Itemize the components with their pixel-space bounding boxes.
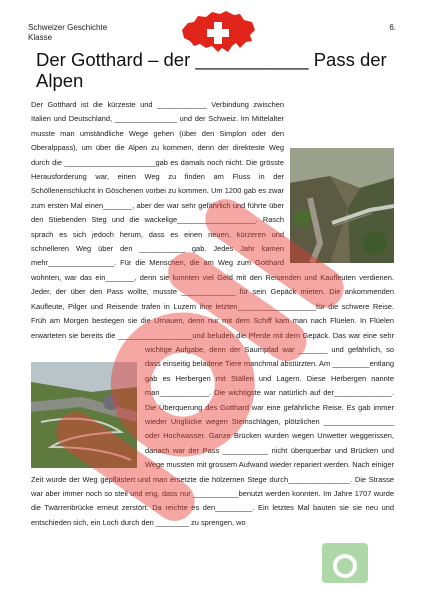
gotthard-pass-road-photo [31, 362, 137, 468]
page-header [28, 23, 396, 45]
worksheet-text [31, 98, 394, 530]
page-title: Der Gotthard – der ___________ Pass der Alpen [36, 49, 387, 91]
grade-label: 6. [389, 23, 396, 32]
paragraph-text: Der Gotthard ist die kürzeste und ____________ Verbindung zwischen Italien und Deutschland, _______________ und der Schweiz. Im Mittelalter musste man umständliche Wege gehen (über den Simplon oder den Oberalppass), um über die Alpen zu kommen, denn der direkteste Weg durch die ______________________gab es damals noch nicht. Die grösste Herausforderung war, einen Weg zu finden am Fluss in der Schöllenenschlucht in Göschenen vorbei zu kommen. Um 1200 gab es zwar zum ersten Mal einen_______, aber der war sehr gefährlich und führte über den Stiebenden Steg und die wackelige___________________. Rasch sprach es sich jedoch herum, dass es einen neuen, kürzeren und schnelleren Weg über den ___________ gab. Jedes Jahr kamen mehr________________. Für die Menschen, die am Weg zum Gotthard wohnten, war das ein_______, denn sie konnten viel Geld mit den Reisenden und Kaufleuten verdienen. Jeder, der über den Pass wollte, musste _____________ für sein Gepäck mieten. Die ankommenden Kaufleute, Pilger und Reisende trafen in Luzern ihre letzten___________________für die schwere Reise. Früh am Morgen bestiegen sie die Urnauen, denn nur mit dem Schiff kam man nach Flüelen. In Flüelen erwarteten sie bereits die __________________und beluden die Pferde mit dem Gepäck. Das war eine sehr wichtige Aufgabe, denn der Saumpfad war _______ und [31, 100, 394, 354]
class-label: Klasse [28, 33, 53, 42]
header-left [28, 23, 107, 43]
logo-badge-icon [322, 543, 368, 583]
subject-label: Schweizer Geschichte [28, 23, 108, 32]
schoellenen-gorge-photo [290, 148, 394, 263]
paragraph-text-continued: gefährlich, so dass einseitig beladene Tiere manchmal abstürzten. Am _________entlang gab es Herbergen mit Ställen und Lagern. Diese Herbergen nannte man____________. Die wichtigste war natürlich auf der______________. Die Überquerung des Gotthard war eine gefährliche Reise. Es gab immer wieder Unglücke wegen Steinschlägen, plötzlichen _________________ oder Hochwasser. Ganze Brücken wurden wegen Unwetter weggerissen, danach war der Pass ___________ nicht überquerbar und Brücken und Wege mussten mit grossem Aufwand wieder repariert werden. Nach einiger Zeit wurde der Weg gepflästert und man ersetzte die hölzernen Stege durch_______________. Die Strasse war aber immer noch so steil und eng, dass nur ___________benutzt werden konnten. Im Jahre 1707 wurde die Twärrenbrücke erneut zerstört. Da reichte es den_________. Ein letztes Mal bauten sie sie neu und entschieden sich, ein Loch durch den ________ zu sprengen, wo [31, 344, 394, 527]
